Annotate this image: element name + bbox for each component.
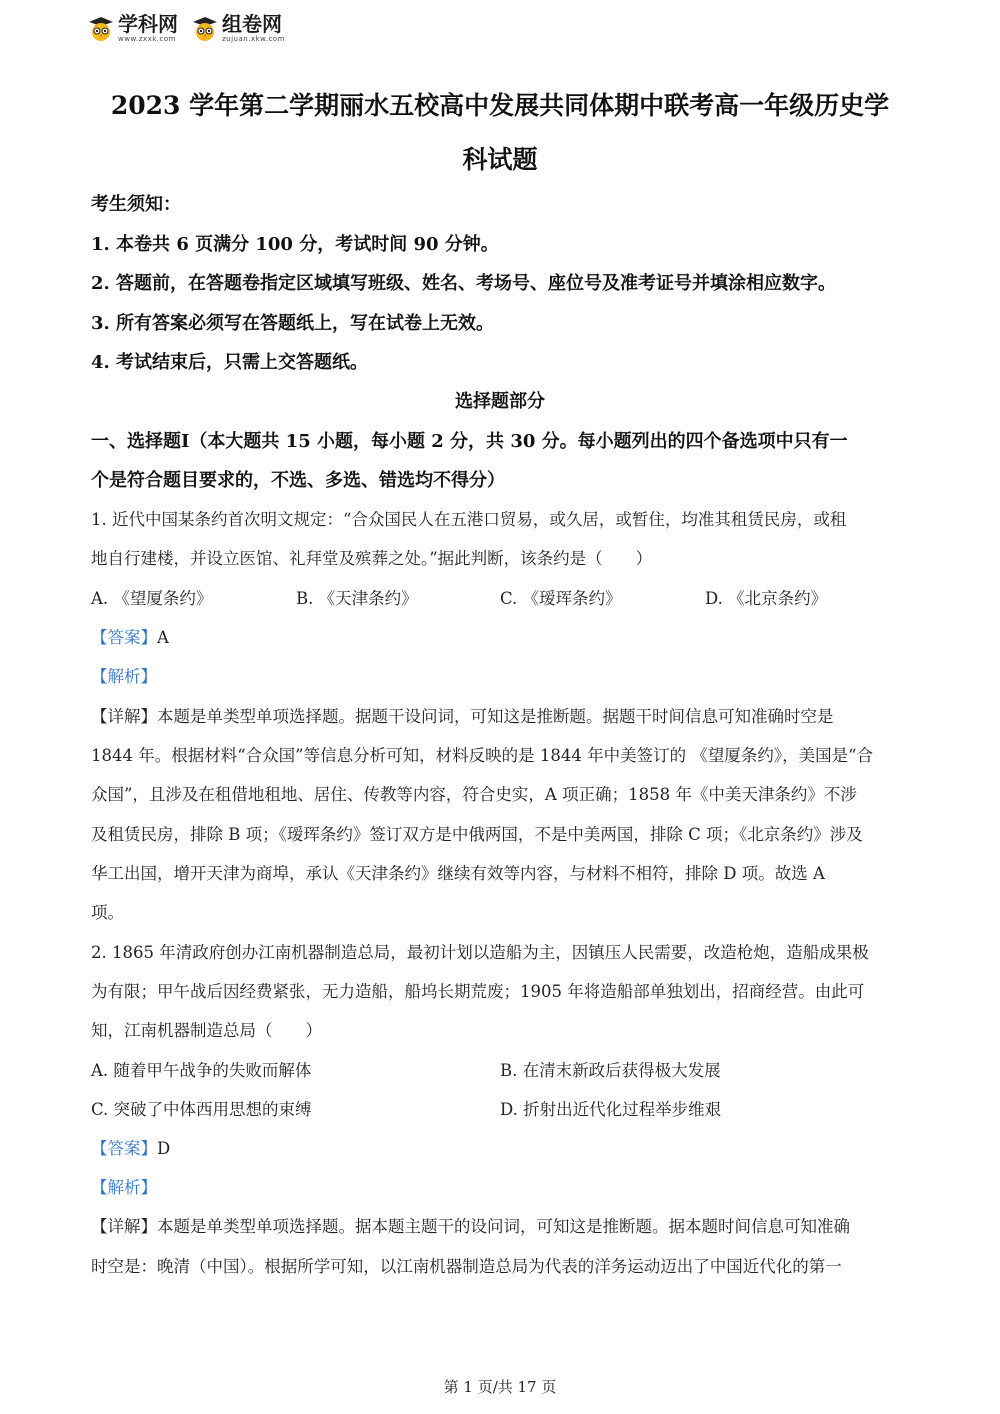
owl-icon [88,16,114,42]
q2-stem: 知，江南机器制造总局（ ） [91,1021,322,1040]
notice-item: 4. 考试结束后，只需上交答题纸。 [91,352,369,373]
detail-label: 【详解】 [91,707,157,726]
logo-url: zujuan.xkw.com [222,35,285,43]
notice-item: 2. 答题前，在答题卷指定区域填写班级、姓名、考场号、座位号及准考证号并填涂相应数字。 [91,273,837,294]
analysis-label: 【解析】 [91,667,157,686]
q2-option-b: B. 在清末新政后获得极大发展 [500,1061,721,1080]
answer-label: 【答案】 [91,628,157,647]
q2-option-c: C. 突破了中体西用思想的束缚 [91,1100,312,1119]
detail-text: 本题是单类型单项选择题。据本题主题干的设问词，可知这是推断题。据本题时间信息可知准确 [157,1217,850,1236]
q1-option-d: D. 《北京条约》 [705,589,828,608]
exam-title-line-2: 科试题 [462,145,538,174]
analysis-label: 【解析】 [91,1178,157,1197]
q2-detail [91,1213,850,1237]
logo-name: 组卷网 [222,12,282,36]
q1-answer [91,624,169,648]
q2-stem: 为有限；甲午战后因经费紧张，无力造船，船坞长期荒废；1905 年将造船部单独划出，招商经营。由此可 [91,982,865,1001]
q2-stem: 2. 1865 年清政府创办江南机器制造总局，最初计划以造船为主，因镇压人民需要，改造枪炮，造船成果极 [91,943,869,962]
section-instructions: 个是符合题目要求的，不选、多选、错选均不得分） [91,470,505,491]
logo-name: 学科网 [118,12,178,36]
logo-xuekewang [88,14,178,43]
q2-analysis [91,1174,157,1198]
q2-option-a: A. 随着甲午战争的失败而解体 [91,1061,312,1080]
notice-item: 3. 所有答案必须写在答题纸上，写在试卷上无效。 [91,313,495,334]
answer-label: 【答案】 [91,1139,157,1158]
q1-option-a: A. 《望厦条约》 [91,589,213,608]
q1-detail: 华工出国，增开天津为商埠，承认《天津条约》继续有效等内容，与材料不相符，排除 D 项。故选 A [91,864,825,883]
q1-detail: 众国”，且涉及在租借地租地、居住、传教等内容，符合史实，A 项正确；1858 年《中美天津条约》不涉 [91,785,857,804]
q1-analysis [91,663,157,687]
section-title: 选择题部分 [455,391,545,412]
q2-answer [91,1135,170,1159]
q1-detail: 及租赁民房，排除 B 项；《瑷珲条约》签订双方是中俄两国，不是中美两国，排除 C 项；《北京条约》涉及 [91,825,863,844]
owl-icon [192,16,218,42]
exam-title-line-1: 2023 学年第二学期丽水五校高中发展共同体期中联考高一年级历史学 [110,91,890,120]
q2-detail: 时空是：晚清（中国）。根据所学可知，以江南机器制造总局为代表的洋务运动迈出了中国近代化的第一 [91,1257,842,1276]
logo-url: www.zxxk.com [118,35,176,43]
q1-stem: 1. 近代中国某条约首次明文规定：“合众国民人在五港口贸易，或久居，或暂住，均准其租赁民房，或租 [91,510,847,529]
section-instructions: 一、选择题Ⅰ（本大题共 15 小题，每小题 2 分，共 30 分。每小题列出的四个备选项中只有一 [91,431,848,452]
q1-detail [91,703,834,727]
q1-option-c: C. 《瑷珲条约》 [500,589,622,608]
q1-detail: 1844 年。根据材料“合众国”等信息分析可知，材料反映的是 1844 年中美签订的 《望厦条约》，美国是“合 [91,746,874,765]
page-number: 第 1 页/共 17 页 [443,1378,557,1396]
detail-text: 本题是单类型单项选择题。据题干设问词，可知这是推断题。据题干时间信息可知准确时空是 [157,707,834,726]
q1-option-b: B. 《天津条约》 [296,589,418,608]
detail-label: 【详解】 [91,1217,157,1236]
logo-zujuanwang [192,14,285,43]
answer-value: D [157,1139,171,1158]
q1-detail: 项。 [91,903,124,922]
q2-option-d: D. 折射出近代化过程举步维艰 [500,1100,722,1119]
notice-heading: 考生须知： [91,194,181,215]
notice-item: 1. 本卷共 6 页满分 100 分，考试时间 90 分钟。 [91,234,499,255]
header-logos [88,14,285,43]
answer-value: A [157,628,169,647]
q1-stem: 地自行建楼，并设立医馆、礼拜堂及殡葬之处。”据此判断，该条约是（ ） [91,549,653,568]
